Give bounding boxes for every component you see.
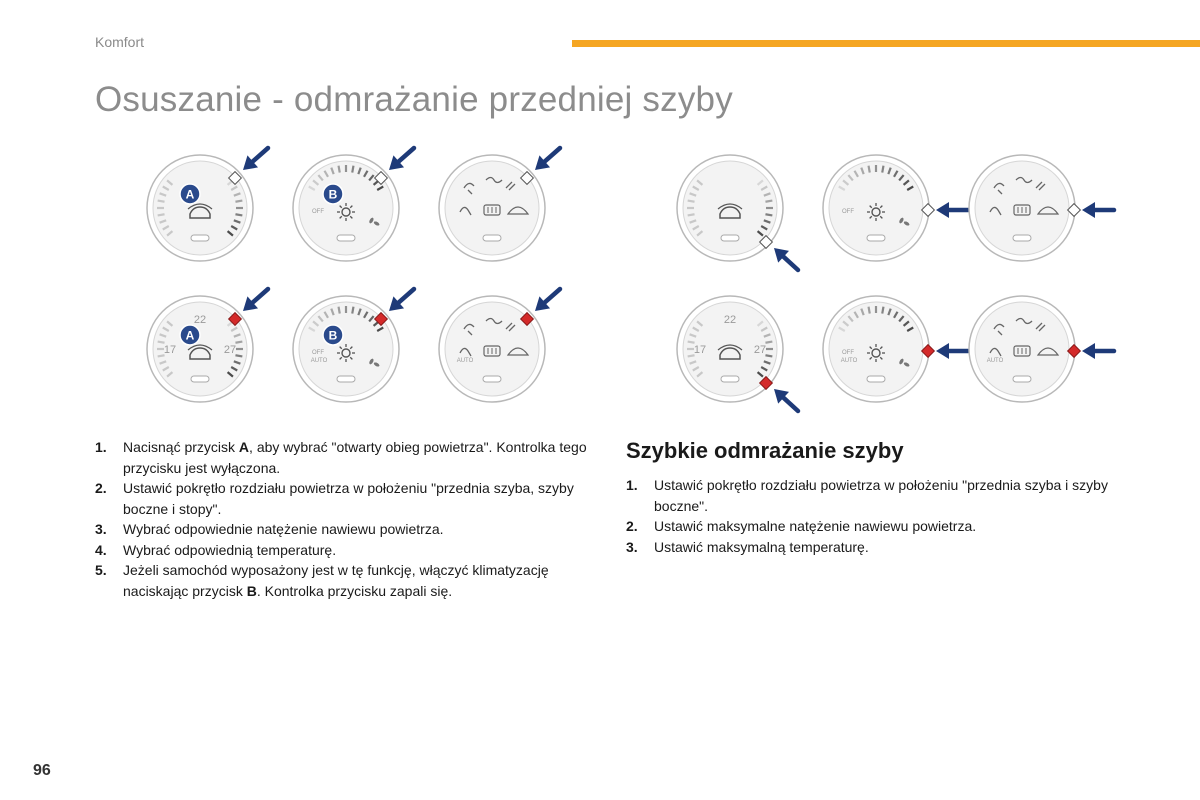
- pointer-arrow: [784, 257, 798, 270]
- fan-speed-knob: [293, 289, 414, 402]
- step-1: 1. Nacisnąć przycisk A, aby wybrać "otwarty obieg powietrza". Kontrolka tego przycisku jest wyłączona.: [95, 439, 587, 476]
- air-distribution-knob: [439, 289, 560, 402]
- knob-tick: [765, 342, 772, 343]
- page-title: Osuszanie - odmrażanie przedniej szyby: [95, 80, 733, 119]
- knob-tick: [235, 355, 242, 356]
- knob-tick: [235, 214, 242, 215]
- fan-speed-knob: [293, 148, 414, 261]
- pointer-arrowhead: [1082, 343, 1095, 359]
- step-3: 3. Wybrać odpowiednie natężenie nawiewu powietrza.: [95, 521, 444, 537]
- knob-pointer-slot: [483, 235, 501, 241]
- knob-tick: [158, 214, 165, 215]
- knob-tick: [869, 166, 870, 173]
- temp-label-high: 27: [223, 344, 237, 356]
- temp-label-low: 17: [693, 344, 707, 356]
- temp-label-mid: 22: [193, 314, 207, 326]
- air-distribution-knob-windscreen: [969, 296, 1114, 402]
- temperature-knob: [147, 148, 268, 261]
- section-label: Komfort: [95, 34, 145, 50]
- quick-defrost-heading: Szybkie odmrażanie szyby: [626, 438, 904, 463]
- off-label: OFF: [312, 209, 324, 215]
- knob-pointer-slot: [1013, 376, 1031, 382]
- temp-label-low: 17: [163, 344, 177, 356]
- knob-tick: [688, 214, 695, 215]
- knob-pointer-slot: [337, 376, 355, 382]
- knob-tick: [882, 307, 883, 314]
- quick-step-3: 3. Ustawić maksymalną temperaturę.: [626, 538, 869, 555]
- off-label: OFF: [312, 350, 324, 356]
- knob-pointer-slot: [721, 376, 739, 382]
- knob-tick: [352, 307, 353, 314]
- callout-badge-letter: A: [185, 187, 195, 202]
- off-label: OFF: [842, 209, 854, 215]
- pointer-arrow: [784, 398, 798, 411]
- step-4: 4. Wybrać odpowiednią temperaturę.: [95, 541, 337, 558]
- step-5: 5. Jeżeli samochód wyposażony jest w tę funkcję, włączyć klimatyzację naciskając przycisk B. Kontrolka przycisku zapali się.: [95, 562, 549, 599]
- pointer-arrow: [253, 148, 268, 161]
- quick-step-1: 1. Ustawić pokrętło rozdziału powietrza w położeniu "przednia szyba i szyby boczne".: [626, 477, 1108, 514]
- knob-pointer-slot: [1013, 235, 1031, 241]
- knob-tick: [765, 201, 772, 202]
- pointer-arrow: [399, 289, 414, 302]
- temperature-knob-max: [677, 296, 798, 411]
- fan-speed-knob-max: [823, 155, 968, 261]
- knob-tick: [339, 166, 340, 173]
- header-accent-bar: [572, 40, 1200, 47]
- knob-tick: [688, 342, 695, 343]
- knob-tick: [352, 166, 353, 173]
- air-distribution-knob: [439, 148, 560, 261]
- knob-tick: [235, 342, 242, 343]
- temp-label-mid: 22: [723, 314, 737, 326]
- auto-label: AUTO: [840, 358, 858, 364]
- knob-pointer-slot: [191, 376, 209, 382]
- knob-pointer-slot: [867, 235, 885, 241]
- knob-tick: [765, 355, 772, 356]
- pointer-arrow: [399, 148, 414, 161]
- page-number: 96: [33, 762, 51, 779]
- knob-pointer-slot: [483, 376, 501, 382]
- callout-badge-letter: A: [185, 328, 195, 343]
- callout-badge-letter: B: [328, 328, 338, 343]
- knob-pointer-slot: [337, 235, 355, 241]
- pointer-arrowhead: [936, 343, 949, 359]
- temperature-knob: [147, 289, 268, 402]
- knob-tick: [869, 307, 870, 314]
- pointer-arrowhead: [936, 202, 949, 218]
- knob-pointer-slot: [721, 235, 739, 241]
- knob-tick: [158, 201, 165, 202]
- off-label: OFF: [842, 350, 854, 356]
- auto-label: AUTO: [986, 358, 1004, 364]
- knob-pointer-slot: [867, 376, 885, 382]
- knob-tick: [158, 342, 165, 343]
- auto-label: AUTO: [456, 358, 474, 364]
- knob-tick: [882, 166, 883, 173]
- step-2: 2. Ustawić pokrętło rozdziału powietrza w położeniu "przednia szyba, szyby boczne i stopy".: [95, 480, 574, 517]
- pointer-arrowhead: [1082, 202, 1095, 218]
- knob-tick: [688, 201, 695, 202]
- pointer-arrow: [545, 289, 560, 302]
- fan-speed-knob-max: [823, 296, 968, 402]
- pointer-arrow: [253, 289, 268, 302]
- temp-label-high: 27: [753, 344, 767, 356]
- quick-defrost-section: [626, 437, 1126, 557]
- knob-pointer-slot: [191, 235, 209, 241]
- knob-tick: [235, 201, 242, 202]
- pointer-arrow: [545, 148, 560, 161]
- procedure-steps: [95, 437, 615, 601]
- callout-badge-letter: B: [328, 187, 338, 202]
- air-distribution-knob-windscreen: [969, 155, 1114, 261]
- auto-label: AUTO: [310, 358, 328, 364]
- knob-tick: [339, 307, 340, 314]
- control-knobs-illustration: [130, 140, 1130, 420]
- knob-tick: [765, 214, 772, 215]
- temperature-knob-max: [677, 155, 798, 270]
- quick-step-2: 2. Ustawić maksymalne natężenie nawiewu powietrza.: [626, 518, 977, 534]
